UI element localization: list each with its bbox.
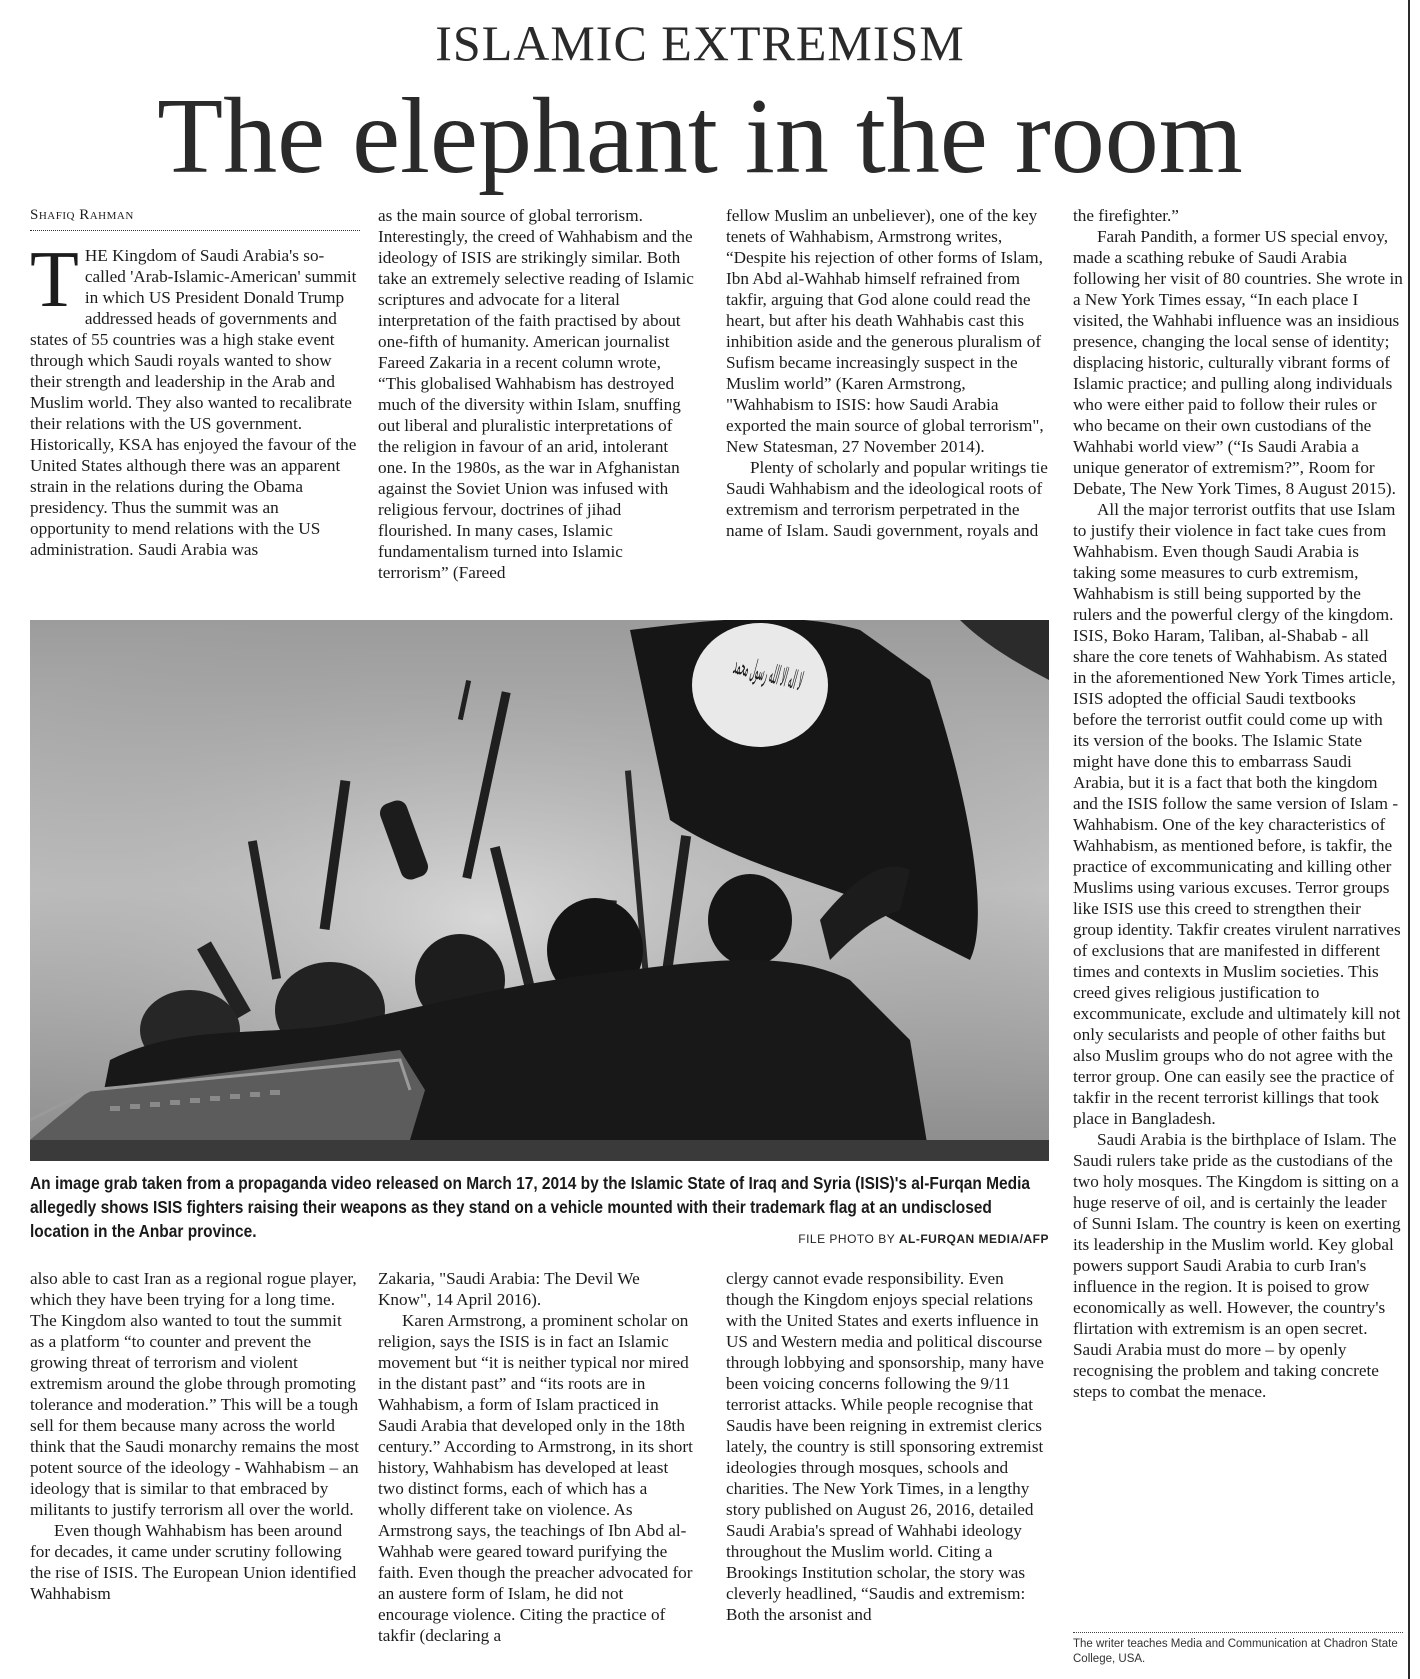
column-4 [1073, 205, 1403, 1402]
column-2-top [378, 205, 696, 583]
body-paragraph: Farah Pandith, a former US special envoy, made a scathing rebuke of Saudi Arabia following her visit of 80 countries. She wrote in a New York Times essay, “In each place I visited, the Wahhabi influence was an insidious presence, changing the local sense of identity; displacing historic, culturally vibrant forms of Islamic practice; and pulling along individuals who were either paid to follow their rules or who became on their own custodians of the Wahhabi world view” (“Is Saudi Arabia a unique generator of extremism?”, Room for Debate, The New York Times, 8 August 2015). [1073, 227, 1403, 498]
headline: The elephant in the room [157, 77, 1243, 196]
photo-caption: An image grab taken from a propaganda video released on March 17, 2014 by the Islamic State of Iraq and Syria (ISIS)'s al-Furqan Media allegedly shows ISIS fighters raising their weapons as they stand on a vehicle mounted with their trademark flag at an undisclosed location in the Anbar province. [30, 1173, 1031, 1241]
body-paragraph: fellow Muslim an unbeliever), one of the key tenets of Wahhabism, Armstrong writes, “Despite his rejection of other forms of Islam, Ibn Abd al-Wahhab himself refrained from takfir, arguing that God alone could read the heart, but after his death Wahhabis cast this inhibition aside and the generous pluralism of Sufism became increasingly suspect in the Muslim world” (Karen Armstrong, "Wahhabism to ISIS: how Saudi Arabia exported the main source of global terrorism", New Statesman, 27 November 2014). [726, 206, 1044, 456]
body-paragraph: Karen Armstrong, a prominent scholar on religion, says the ISIS is in fact an Islamic movement but “it is neither typical nor mired in the distant past” and “its roots are in Wahhabism, a form of Islam practiced in Saudi Arabia that developed only in the 18th century.” According to Armstrong, in its short history, Wahhabism has developed at least two distinct forms, each of which has a wholly different take on violence. As Armstrong says, the teachings of Ibn Abd al-Wahhab were geared toward purifying the faith. Even though the preacher advocated for an austere form of Islam, he did not encourage violence. Citing the practice of takfir (declaring a [378, 1311, 693, 1645]
body-paragraph: the firefighter.” [1073, 206, 1179, 225]
drop-cap: T [30, 236, 79, 324]
column-1-bottom [30, 1268, 360, 1604]
news-photo [30, 620, 1049, 1161]
photo-credit: FILE PHOTO BY AL-FURQAN MEDIA/AFP [798, 1232, 1049, 1246]
column-3-top [726, 205, 1048, 541]
body-paragraph: also able to cast Iran as a regional rogue player, which they have been trying for a long time. The Kingdom also wanted to tout the summit as a platform “to counter and prevent the growing threat of terrorism and violent extremism around the globe through promoting tolerance and moderation.” This will be a tough sell for them because many across the world think that the Saudi monarchy remains the most potent source of the ideology - Wahhabism – an ideology that is similar to that embraced by militants to justify terrorism all over the world. [30, 1269, 359, 1519]
body-paragraph: as the main source of global terrorism. Interestingly, the creed of Wahhabism and the ideology of ISIS are strikingly similar. Both take an extremely selective reading of Islamic scriptures and advocate for a literal interpretation of the faith practised by about one-fifth of humanity. American journalist Fareed Zakaria in a recent column wrote, “This globalised Wahhabism has destroyed much of the diversity within Islam, snuffing out liberal and pluralistic interpretations of the religion in favour of an arid, intolerant one. In the 1980s, as the war in Afghanistan against the Soviet Union was infused with religious fervour, doctrines of jihad flourished. In many cases, Islamic fundamentalism turned into Islamic terrorism” (Fareed [378, 206, 694, 582]
column-3-bottom [726, 1268, 1048, 1625]
author-footnote: The writer teaches Media and Communication at Chadron State College, USA. [1073, 1632, 1403, 1667]
body-paragraph: Saudi Arabia is the birthplace of Islam. The Saudi rulers take pride as the custodians of the two holy mosques. The Kingdom is sitting on a huge reserve of oil, and is certainly the leader of Sunni Islam. The country is keen on exerting its leadership in the Muslim world. Key global powers support Saudi Arabia to curb Iran's influence in the region. It is poised to grow economically as well. However, the country's flirtation with extremism is an open secret. Saudi Arabia must do more – by openly recognising the problem and taking concrete steps to combat the menace. [1073, 1130, 1401, 1401]
byline: Shafiq Rahman [30, 205, 360, 231]
body-paragraph: clergy cannot evade responsibility. Even though the Kingdom enjoys special relations with the United States and exerts influence in US and Western media and political discourse through lobbying and sponsorship, many have been voicing concerns following the 9/11 terrorist attacks. While people recognise that Saudis have been reigning in extremist clerics lately, the country is still sponsoring extremist ideologies through mosques, schools and charities. The New York Times, in a lengthy story published on August 26, 2016, detailed Saudi Arabia's spread of Wahhabi ideology throughout the Muslim world. Citing a Brookings Institution scholar, the story was cleverly headlined, “Saudis and extremism: Both the arsonist and [726, 1269, 1044, 1624]
page-edge-rule [1408, 0, 1410, 1679]
body-paragraph: Even though Wahhabism has been around for decades, it came under scrutiny following the rise of ISIS. The European Union identified Wahhabism [30, 1521, 357, 1603]
body-paragraph: Plenty of scholarly and popular writings tie Saudi Wahhabism and the ideological roots of extremism and terrorism perpetrated in the name of Islam. Saudi government, royals and [726, 458, 1048, 540]
lead-paragraph: THE Kingdom of Saudi Arabia's so-called 'Arab-Islamic-American' summit in which US President Donald Trump addressed heads of governments and states of 55 countries was a high stake event through which Saudi royals wanted to show their strength and leadership in the Arab and Muslim world. They also wanted to recalibrate their relations with the US government. Historically, KSA has enjoyed the favour of the United States although there was an apparent strain in the relations during the Obama presidency. Thus the summit was an opportunity to mend relations with the US administration. Saudi Arabia was [30, 236, 357, 559]
body-paragraph: Zakaria, "Saudi Arabia: The Devil We Know", 14 April 2016). [378, 1269, 640, 1309]
militants-flag-photo-icon [30, 620, 1049, 1161]
section-kicker: ISLAMIC EXTREMISM [435, 15, 965, 71]
body-paragraph: All the major terrorist outfits that use Islam to justify their violence in fact take cues from Wahhabism. Even though Saudi Arabia is taking some measures to curb extremism, Wahhabism is still being supported by the rulers and the powerful clergy of the kingdom. ISIS, Boko Haram, Taliban, al-Shabab - all share the core tenets of Wahhabism. As stated in the aforementioned New York Times article, ISIS adopted the official Saudi textbooks before the terrorist outfit could come up with its version of the books. The Islamic State might have done this to embarrass Saudi Arabia, but it is a fact that both the kingdom and the ISIS follow the same version of Islam - Wahhabism. One of the key characteristics of Wahhabism, as mentioned before, is takfir, the practice of excommunicating and killing other Muslims using various excuses. Terror groups like ISIS use this creed to strengthen their group identity. Takfir creates virulent narratives of exclusions that are manifested in different times and contexts in Muslim societies. This creed gives religious justification to excommunicate, exclude and ultimately kill not only secularists and people of other faiths but also Muslim groups who do not agree with the terror group. One can easily see the practice of takfir in the recent terrorist killings that took place in Bangladesh. [1073, 500, 1401, 1128]
column-1-top [30, 205, 360, 560]
column-2-bottom [378, 1268, 696, 1646]
